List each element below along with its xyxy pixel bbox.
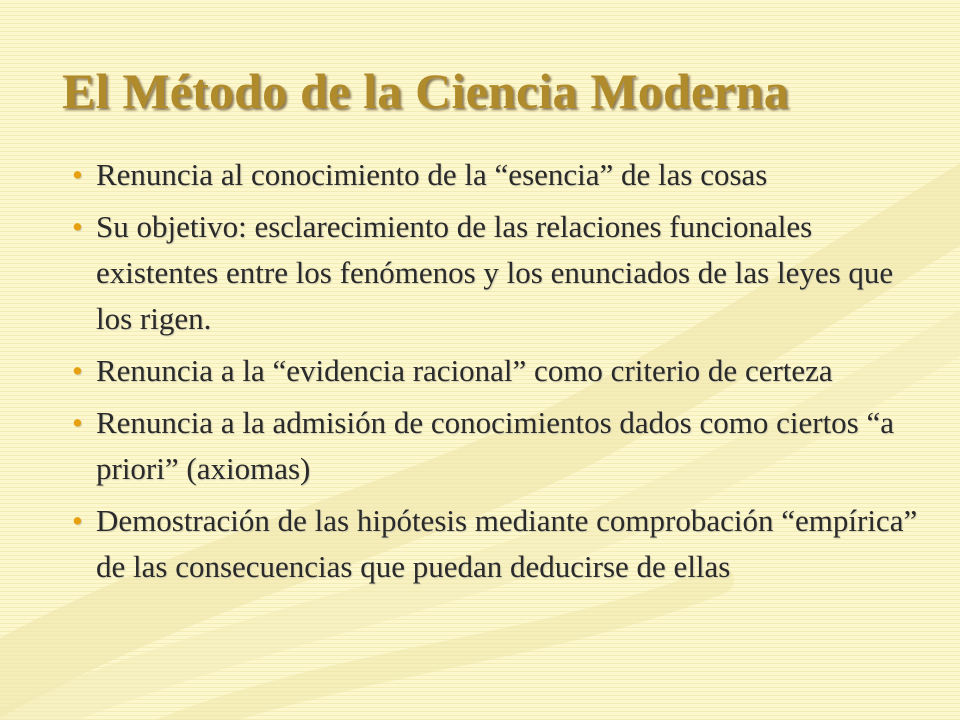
bullet-text: Renuncia al conocimiento de la “esencia” de las cosas [96, 157, 768, 192]
bullet-text: Renuncia a la “evidencia racional” como criterio de certeza [96, 353, 833, 388]
bullet-text: Demostración de las hipótesis mediante comprobación “empírica” de las consecuencias que puedan deducirse de ellas [96, 503, 918, 584]
bullet-dot-icon: • [72, 503, 83, 538]
slide-title: El Método de la Ciencia Moderna [62, 63, 789, 119]
bullet-dot-icon: • [72, 157, 83, 192]
bullet-item-objetivo [72, 204, 932, 342]
bullet-dot-icon: • [72, 353, 83, 388]
bullet-text: Su objetivo: esclarecimiento de las relaciones funcionales existentes entre los fenómenos y los enunciados de las leyes que los rigen. [96, 209, 894, 336]
bullet-item-evidencia [72, 348, 932, 394]
bullet-item-esencia [72, 152, 932, 198]
bullet-dot-icon: • [72, 405, 83, 440]
bullet-list [72, 152, 932, 596]
bullet-item-demostracion [72, 498, 932, 590]
bullet-dot-icon: • [72, 209, 83, 244]
bullet-text: Renuncia a la admisión de conocimientos dados como ciertos “a priori” (axiomas) [96, 405, 895, 486]
bullet-item-a-priori [72, 400, 932, 492]
